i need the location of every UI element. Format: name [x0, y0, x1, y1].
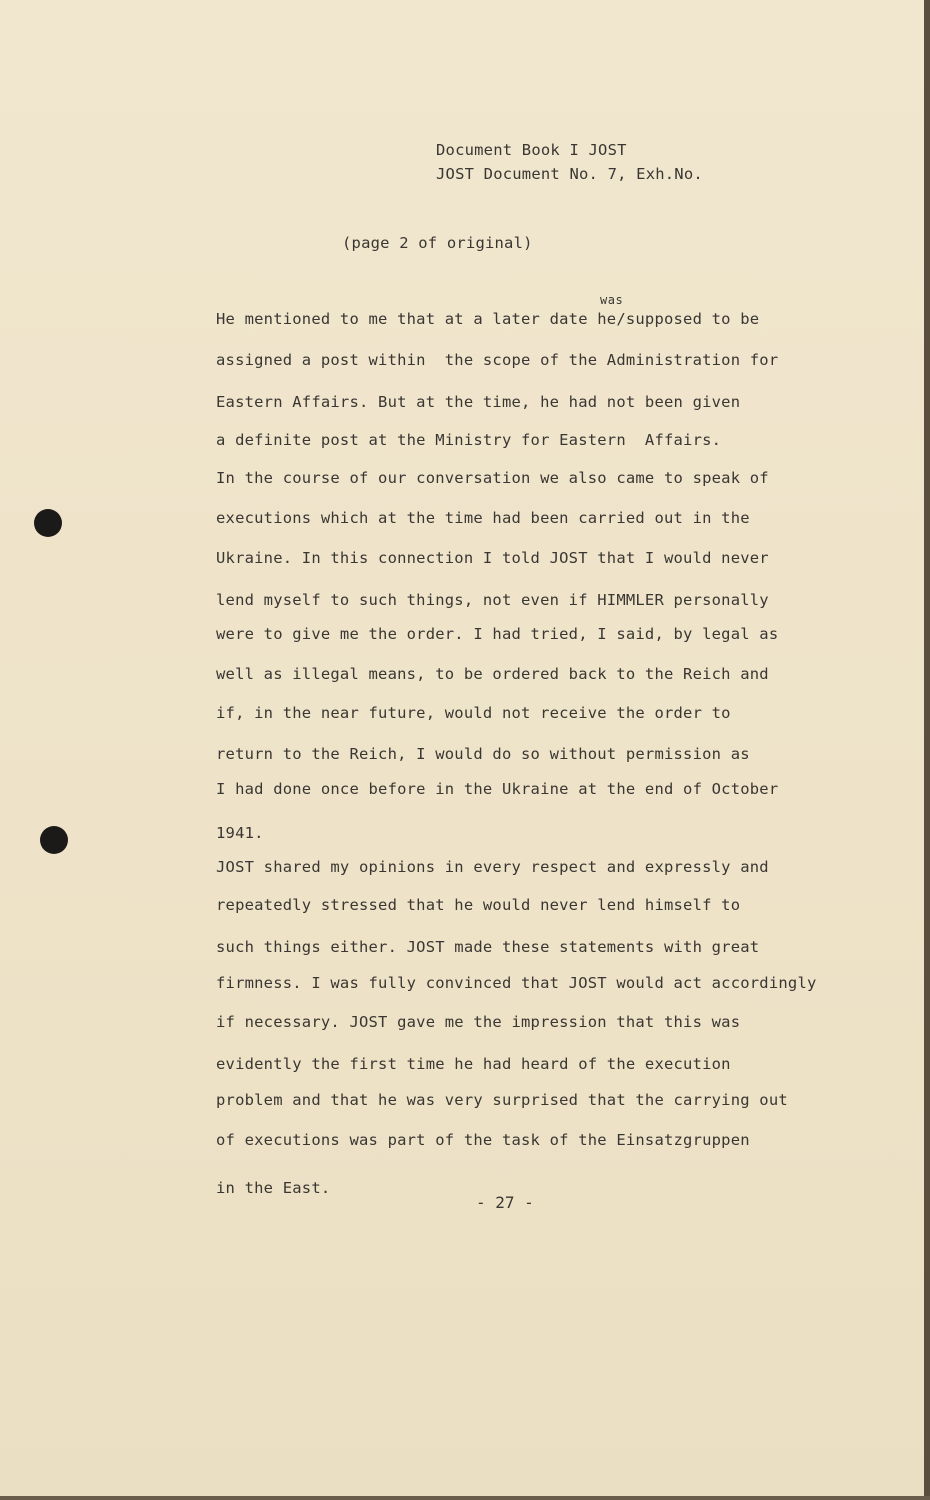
body-line: lend myself to such things, not even if HIMMLER personally	[216, 591, 769, 609]
punch-hole-lower	[40, 826, 68, 854]
body-line: such things either. JOST made these statements with great	[216, 938, 760, 956]
punch-hole-upper	[34, 509, 62, 537]
body-line: Ukraine. In this connection I told JOST that I would never	[216, 549, 769, 567]
body-line: Eastern Affairs. But at the time, he had not been given	[216, 393, 741, 411]
body-line: were to give me the order. I had tried, I said, by legal as	[216, 625, 779, 643]
page-bottom-edge	[0, 1496, 930, 1500]
body-line: if, in the near future, would not receive the order to	[216, 704, 731, 722]
page-number: - 27 -	[476, 1193, 534, 1212]
header-line-document-no: JOST Document No. 7, Exh.No.	[436, 165, 703, 183]
handwritten-insertion: was	[600, 293, 624, 307]
page-right-edge	[924, 0, 930, 1500]
page-note: (page 2 of original)	[342, 234, 533, 252]
body-line: JOST shared my opinions in every respect and expressly and	[216, 858, 769, 876]
body-line: 1941.	[216, 824, 264, 842]
body-line: evidently the first time he had heard of the execution	[216, 1055, 731, 1073]
body-line: a definite post at the Ministry for Eastern Affairs.	[216, 431, 722, 449]
body-line: in the East.	[216, 1179, 331, 1197]
body-line: He mentioned to me that at a later date he/supposed to be	[216, 310, 760, 328]
body-line: I had done once before in the Ukraine at the end of October	[216, 780, 779, 798]
body-line: assigned a post within the scope of the Administration for	[216, 351, 779, 369]
body-line: if necessary. JOST gave me the impression that this was	[216, 1013, 741, 1031]
body-line: In the course of our conversation we also came to speak of	[216, 469, 769, 487]
body-line: executions which at the time had been carried out in the	[216, 509, 750, 527]
body-line: return to the Reich, I would do so without permission as	[216, 745, 750, 763]
body-line: problem and that he was very surprised that the carrying out	[216, 1091, 788, 1109]
body-line: repeatedly stressed that he would never lend himself to	[216, 896, 741, 914]
body-line: firmness. I was fully convinced that JOST would act accordingly	[216, 974, 817, 992]
body-line: well as illegal means, to be ordered back to the Reich and	[216, 665, 769, 683]
header-line-book: Document Book I JOST	[436, 141, 627, 159]
body-line: of executions was part of the task of the Einsatzgruppen	[216, 1131, 750, 1149]
